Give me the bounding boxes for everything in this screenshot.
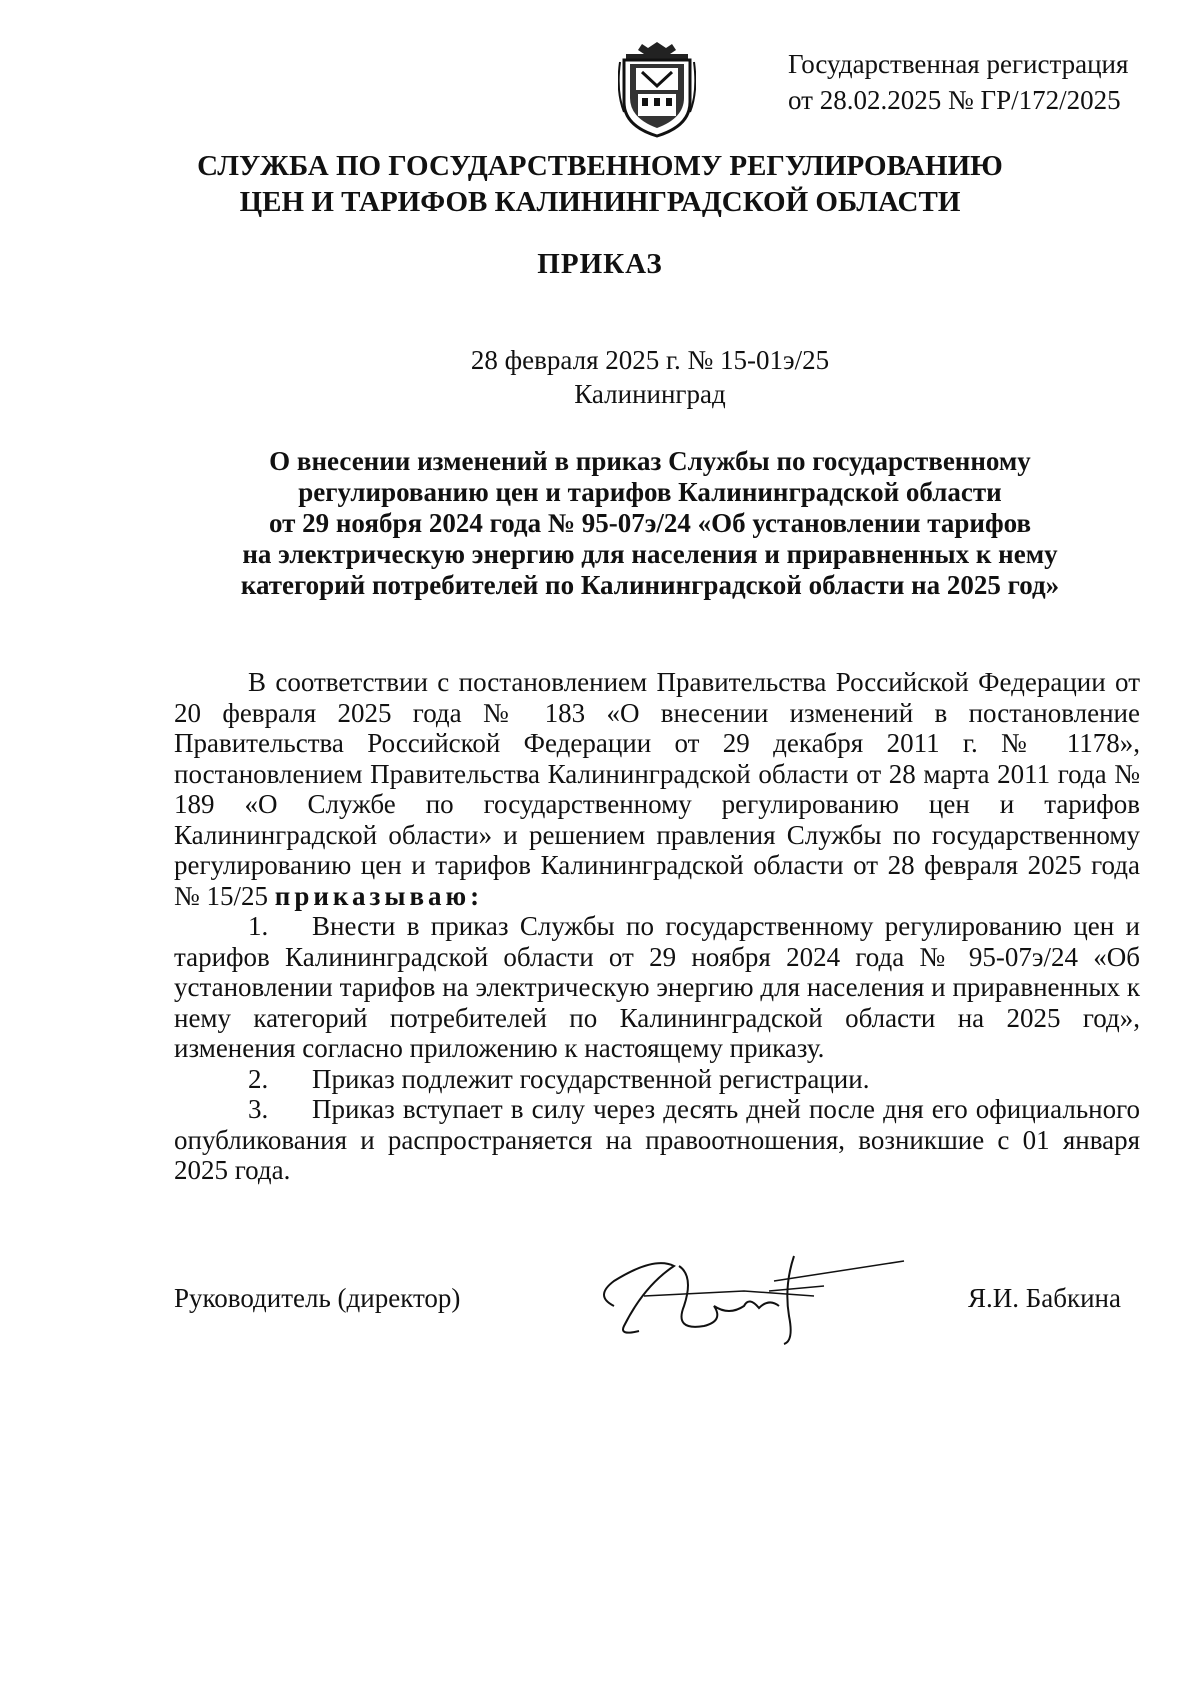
date-number: 28 февраля 2025 г. № 15-01э/25	[470, 345, 830, 375]
item-text: Приказ подлежит государственной регистрации.	[312, 1063, 870, 1094]
order-word: приказываю:	[274, 880, 484, 911]
agency-line-1: СЛУЖБА ПО ГОСУДАРСТВЕННОМУ РЕГУЛИРОВАНИЮ	[197, 150, 1003, 182]
item-text: Приказ вступает в силу через десять дней после дня его официального опубликования и распространяется на правоотношения, возникшие с 01 января 2025 года.	[174, 1094, 1140, 1185]
subject-line: от 29 ноября 2024 года № 95-07э/24 «Об установлении тарифов	[268, 508, 1032, 538]
item-number: 1.	[248, 911, 269, 941]
handwritten-signature	[584, 1236, 914, 1346]
item-number: 3.	[248, 1094, 269, 1124]
registration-line-1: Государственная регистрация	[788, 49, 1129, 79]
registration-line-2: от 28.02.2025 № ГР/172/2025	[788, 85, 1121, 115]
document-body	[174, 667, 1140, 1186]
agency-name	[0, 148, 1200, 220]
list-item	[174, 911, 1140, 1064]
coat-of-arms-emblem	[618, 42, 696, 138]
date-and-number-block	[0, 343, 1200, 411]
agency-line-2: ЦЕН И ТАРИФОВ КАЛИНИНГРАДСКОЙ ОБЛАСТИ	[239, 186, 961, 218]
signatory-name: Я.И. Бабкина	[968, 1283, 1121, 1313]
city: Калининград	[574, 379, 726, 409]
preamble-paragraph	[174, 667, 1140, 911]
list-item	[174, 1094, 1140, 1186]
subject-line: регулированию цен и тарифов Калининградской области	[298, 477, 1002, 507]
item-number: 2.	[248, 1063, 269, 1094]
list-item	[174, 1064, 1140, 1095]
document-subject	[0, 446, 1200, 601]
preamble-text: В соответствии с постановлением Правительства Российской Федерации от 20 февраля 2025 года № 183 «О внесении изменений в постановление Правительства Российской Федерации от 29 декабря 2011 г. № 1178», постановлением Правительства Калининградской области от 28 марта 2011 года № 189 «О Службе по государственному регулированию цен и тарифов Калининградской области» и решением правления Службы по государственному регулированию цен и тарифов Калининградской области от 28 февраля 2025 года № 15/25	[174, 667, 1140, 911]
registration-stamp	[788, 46, 1128, 118]
signatory-position: Руководитель (директор)	[174, 1283, 461, 1313]
subject-line: О внесении изменений в приказ Службы по государственному	[269, 446, 1031, 476]
subject-line: на электрическую энергию для населения и приравненных к нему	[242, 539, 1058, 569]
subject-line: категорий потребителей по Калининградской области на 2025 год»	[240, 570, 1060, 600]
item-text: Внести в приказ Службы по государственному регулированию цен и тарифов Калининградской области от 29 ноября 2024 года № 95-07э/24 «Об установлении тарифов на электрическую энергию для населения и приравненных к нему категорий потребителей по Калининградской области на 2025 год», изменения согласно приложению к настоящему приказу.	[174, 911, 1140, 1063]
document-type: ПРИКАЗ	[537, 248, 663, 280]
